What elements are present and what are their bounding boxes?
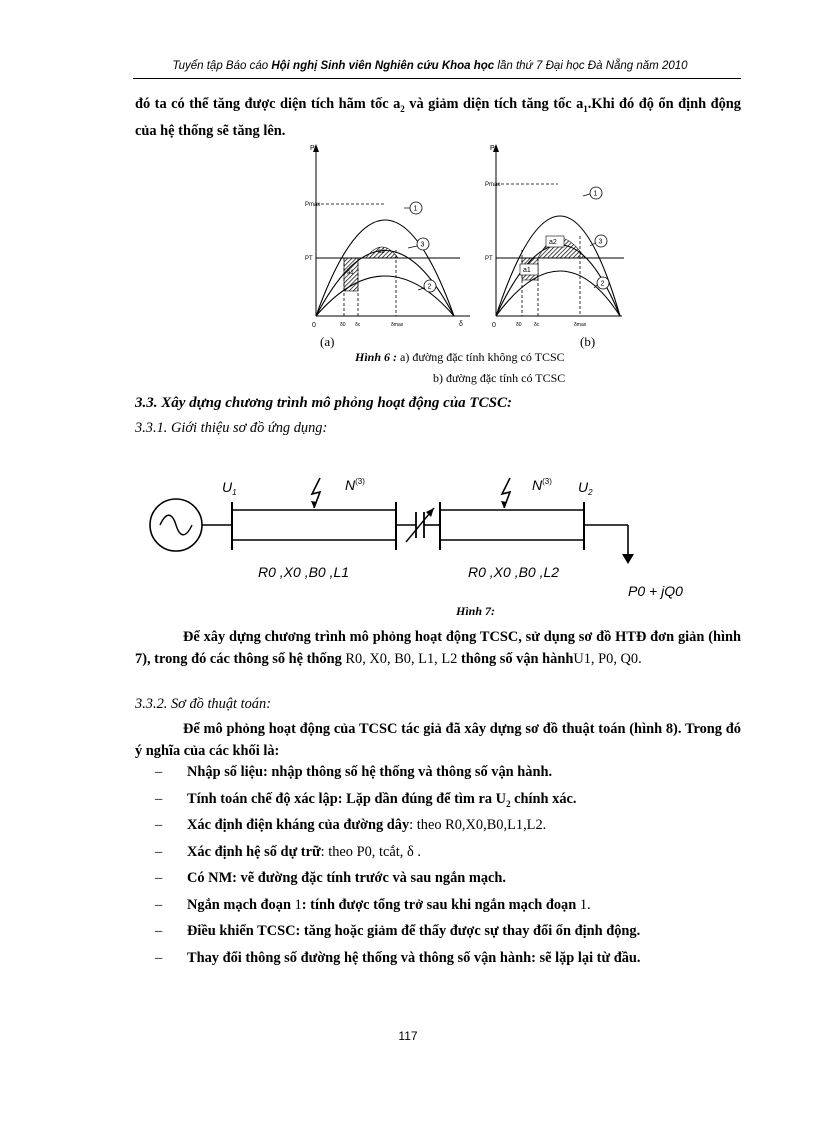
svg-text:1: 1 (413, 205, 418, 213)
running-header: Tuyển tập Báo cáo Hội nghị Sinh viên Nghiên cứu Khoa học lần thứ 7 Đại học Đà Nẵng năm 2010 (172, 60, 688, 72)
figure-6-caption-line2: b) đường đặc tính có TCSC (433, 371, 566, 385)
svg-text:a1: a1 (347, 270, 354, 276)
svg-text:2: 2 (600, 280, 605, 288)
pmax-label: Pmax (305, 202, 321, 208)
svg-text:δ: δ (459, 321, 463, 328)
list-item: – Có NM: vẽ đường đặc tính trước và sau ngắn mạch. (155, 870, 507, 886)
list-item: – Xác định điện kháng của đường dây: theo R0,X0,B0,L1,L2. (155, 817, 547, 833)
block-meaning-list (155, 764, 745, 976)
load-arrow (622, 554, 634, 564)
line2-params: R0 ,X0 ,B0 ,L2 (468, 564, 560, 580)
svg-text:U1: $U_1$ (222, 479, 237, 497)
list-item: – Thay đổi thông số đường hệ thống và thông số vận hành: sẽ lặp lại từ đầu. (155, 949, 641, 966)
svg-text:N(3): $N^{(3)}$ (532, 477, 552, 493)
figure-7-caption: Hình 7: (456, 604, 496, 618)
list-item: – Điều khiển TCSC: tăng hoặc giảm để thấy được sự thay đổi ổn định động. (155, 923, 641, 939)
figure-6-caption: Hình 6 : a) đường đặc tính không có TCSC (355, 350, 565, 364)
section-3-3-heading: 3.3. Xây dựng chương trình mô phỏng hoạt động của TCSC: (135, 395, 512, 411)
section-3-3-1-heading: 3.3.1. Giới thiệu sơ đồ ứng dụng: (135, 420, 328, 436)
svg-text:δc: δc (534, 322, 540, 328)
line1-params: R0 ,X0 ,B0 ,L1 (258, 564, 350, 580)
svg-text:U2: $U_2$ (578, 479, 593, 497)
svg-text:0: 0 (492, 322, 496, 329)
svg-text:δc: δc (355, 322, 361, 328)
page-number: 117 (398, 1029, 418, 1043)
axis-p-label: P (310, 145, 315, 152)
svg-text:P: P (490, 145, 495, 152)
algorithm-paragraph: Để mô phỏng hoạt động của TCSC tác giả đã xây dựng sơ đồ thuật toán (hình 8). Trong đó ý nghĩa của các khối là: (135, 721, 741, 759)
svg-text:PT: PT (485, 256, 493, 262)
section-3-3-2-heading: 3.3.2. Sơ đồ thuật toán: (135, 696, 271, 712)
svg-text:δ0: δ0 (516, 322, 522, 328)
figure-6b (485, 144, 624, 349)
pt-label: PT (305, 256, 313, 262)
svg-text:a2: a2 (378, 249, 385, 255)
list-item: – Nhập số liệu: nhập thông số hệ thống và thông số vận hành. (155, 764, 553, 780)
svg-text:δmax: δmax (574, 322, 587, 328)
svg-text:3: 3 (420, 241, 425, 249)
svg-text:a1: a1 (523, 267, 531, 274)
svg-text:δ0: δ0 (340, 322, 346, 328)
figure-7-paragraph: Để xây dựng chương trình mô phỏng hoạt động TCSC, sử dụng sơ đồ HTĐ đơn giản (hình 7), trong đó các thông số hệ thống R0, X0, B0, L1, L2 thông số vận hànhU1, P0, Q0. (135, 629, 741, 667)
figure-6b-label: (b) (580, 334, 596, 349)
intro-paragraph: đó ta có thể tăng được diện tích hãm tốc $a_2$ và giảm diện tích tăng tốc $a_1.Khi$ đó độ ổn định động của hệ thống sẽ tăng lên. (135, 96, 741, 139)
svg-text:3: 3 (598, 238, 603, 246)
load-label: P0 + jQ0 (628, 583, 683, 599)
figure-7 (140, 470, 720, 620)
list-item: – Tính toán chế độ xác lập: Lặp dần đúng để tìm ra $U_2$ chính xác. (155, 790, 577, 809)
figure-6 (300, 140, 630, 355)
list-item: – Ngắn mạch đoạn 1: tính được tổng trở sau khi ngắn mạch đoạn 1. (155, 896, 591, 913)
svg-text:N(3): $N^{(3)}$ (345, 477, 365, 493)
svg-text:Pmax: Pmax (485, 182, 501, 188)
svg-text:2: 2 (427, 283, 432, 291)
svg-text:δmax: δmax (391, 322, 404, 328)
list-item: – Xác định hệ số dự trữ: theo P0, tcắt, δ . (155, 843, 421, 860)
figure-6a (305, 144, 470, 349)
header-rule (133, 78, 741, 79)
figure-6a-label: (a) (320, 334, 335, 349)
svg-text:1: 1 (593, 190, 598, 198)
svg-text:a2: a2 (549, 239, 557, 246)
svg-text:0: 0 (312, 322, 316, 329)
